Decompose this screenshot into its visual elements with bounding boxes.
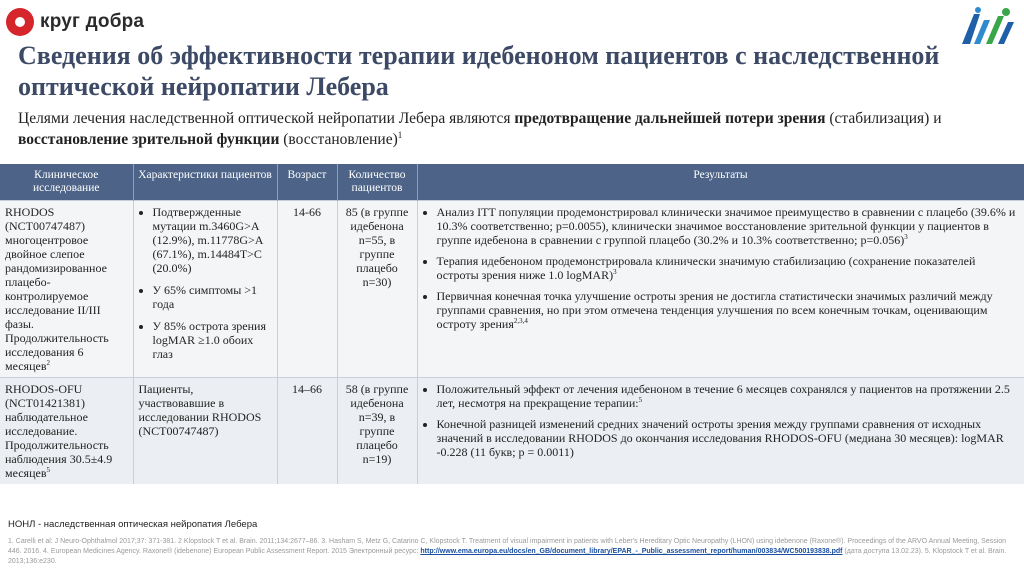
count-cell: 85 (в группе идебенона n=55, в группе плацебо n=30) [337,201,417,378]
study-cell: RHODOS (NCT00747487) многоцентровое двойное слепое рандомизированное плацебо-контролируемое исследование II/III фазы. Продолжительность исследования 6 месяцев$^2$ [0,201,133,378]
brand-logo [6,8,144,36]
header-characteristics: Характеристики пациентов [133,164,277,201]
list-item: • У 65% симптомы >1 года [153,283,272,311]
age-cell: 14-66 [277,201,337,378]
list-item: • Конечной разницей изменений средних значений остроты зрения между группами сравнения от исходных значений в исследовании RHODOS до окончания исследования RHODOS-OFU (медиана 30 месяцев): logMAR -0.228 (11 букв; p = 0.0011) [437,417,1019,459]
list-item: • У 85% острота зрения logMAR ≥1.0 обоих глаз [153,319,272,361]
age-cell: 14–66 [277,378,337,485]
intro-text: Целями лечения наследственной оптической нейропатии Лебера являются предотвращение дальнейшей потери зрения (стабилизация) и восстановление зрительной функции (восстановление)$^1$ [18,110,942,148]
header-results: Результаты [417,164,1024,201]
count-cell: 58 (в группе идебенона n=39, в группе плацебо n=19) [337,378,417,485]
studies-table [0,164,1024,484]
table-header-row [0,164,1024,201]
list-item: • Подтвержденные мутации m.3460G>A (12.9%), m.11778G>A (67.1%), m.14484T>C (20.0%) [153,205,272,275]
ema-report-link[interactable]: http://www.ema.europa.eu/docs/en_GB/document_library/EPAR_-_Public_assessment_report/human/003834/WC500193838.pdf [420,548,843,555]
table-row [0,201,1024,378]
list-item: • Анализ ITT популяции продемонстрировал клинически значимое преимущество в сравнении с плацебо (39.6% и 10.3% соответственно; p=0.0055), клинически значимое восстановление зрительной функции у пациентов в группе идебенона в сравнении с группой плацебо (30.2% и 10.3% соответственно; p=0.056)$^3$ [437,205,1019,247]
references: 1. Carelli et al: J Neuro-Ophthalmol 2017;37: 371-381. 2 Klopstock T et al. Brain. 2011;134:2677–86. 3. Hasham S, Metz G, Catarino C, Klopstock T. Treatment of visual impairment in patients with Leber's Hereditary Optic Neuropathy (LHON) using idebenone (Raxone®). Proceedings of the ARVO Annual Meeting, Session 446. 2016. 4. European Medicines Agency. Raxone® (idebenone) European Public Assessment Report. 2015 Электронный ресурс: http://www.ema.europa.eu/docs/en_GB/document_library/EPAR_-_Public_assessment_report/human/003834/WC500193838.pdf (дата доступа 13.02.23). 5. Klopstock T et al. Brain. 2013;136:e230. [8,538,1007,565]
characteristics-cell: Пациенты, участвовавшие в исследовании RHODOS (NCT00747487) [133,378,277,485]
header-study: Клиническое исследование [0,164,133,201]
list-item: • Терапия идебеноном продемонстрировала клинически значимую стабилизацию (сохранение показателей остроты зрения ниже 1.0 logMAR)$^3$ [437,254,1019,282]
list-item: • Положительный эффект от лечения идебеноном в течение 6 месяцев сохранялся у пациентов на протяжении 2.5 лет, несмотря на прекращение терапии:$^5$ [437,382,1019,410]
page-title: Сведения об эффективности терапии идебеноном пациентов с наследственной оптической нейропатии Лебера [18,41,940,101]
results-cell [417,378,1024,485]
table-row [0,378,1024,485]
header-count: Количество пациентов [337,164,417,201]
study-cell: RHODOS-OFU (NCT01421381) наблюдательное исследование. Продолжительность наблюдения 30.5±4.9 месяцев$^5$ [0,378,133,485]
header-age: Возраст [277,164,337,201]
characteristics-cell [133,201,277,378]
results-cell [417,201,1024,378]
abbreviation-footnote: НОНЛ - наследственная оптическая нейропатия Лебера [8,519,258,530]
list-item: • Первичная конечная точка улучшение остроты зрения не достигла статистически значимых различий между группами сравнения, но при этом отмечена тенденция улучшения по всем конечным точкам, оценивающим остроту зрения$^{2,3,4}$ [437,289,1019,331]
circle-logo-icon [6,8,34,36]
brand-name: круг добра [40,11,145,32]
